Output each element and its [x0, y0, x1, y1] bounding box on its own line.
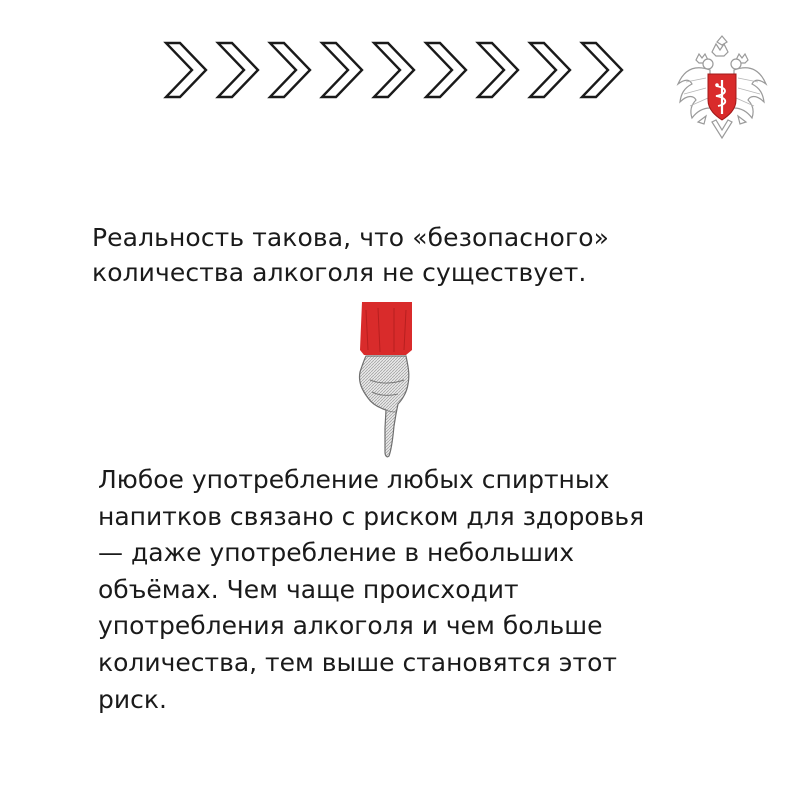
body-line: объёмах. Чем чаще происходит [98, 574, 519, 604]
pointing-hand-icon [350, 300, 430, 460]
chevron-row [160, 35, 630, 105]
body-line: риск. [98, 684, 167, 714]
chevron-right-icon [582, 43, 622, 97]
chevron-right-icon [322, 43, 362, 97]
body-line: употребления алкоголя и чем больше [98, 611, 603, 641]
chevron-right-icon [374, 43, 414, 97]
body-line: Любое употребление любых спиртных [98, 465, 610, 494]
chevron-right-icon [426, 43, 466, 97]
chevron-right-icon [478, 43, 518, 97]
headline-line: количества алкоголя не существует. [92, 258, 587, 287]
headline [92, 220, 732, 290]
body-line: напитков связано с риском для здоровья [98, 501, 645, 531]
chevron-right-icon [218, 43, 258, 97]
chevron-right-icon [166, 43, 206, 97]
body-line: — даже употребление в небольших [98, 538, 575, 568]
ministry-emblem-icon [672, 34, 772, 146]
chevron-right-icon [530, 43, 570, 97]
headline-line: Реальность такова, что «безопасного» [92, 223, 609, 252]
body-paragraph [98, 462, 738, 718]
body-line: количества, тем выше становятся этот [98, 647, 617, 677]
chevron-right-icon [270, 43, 310, 97]
